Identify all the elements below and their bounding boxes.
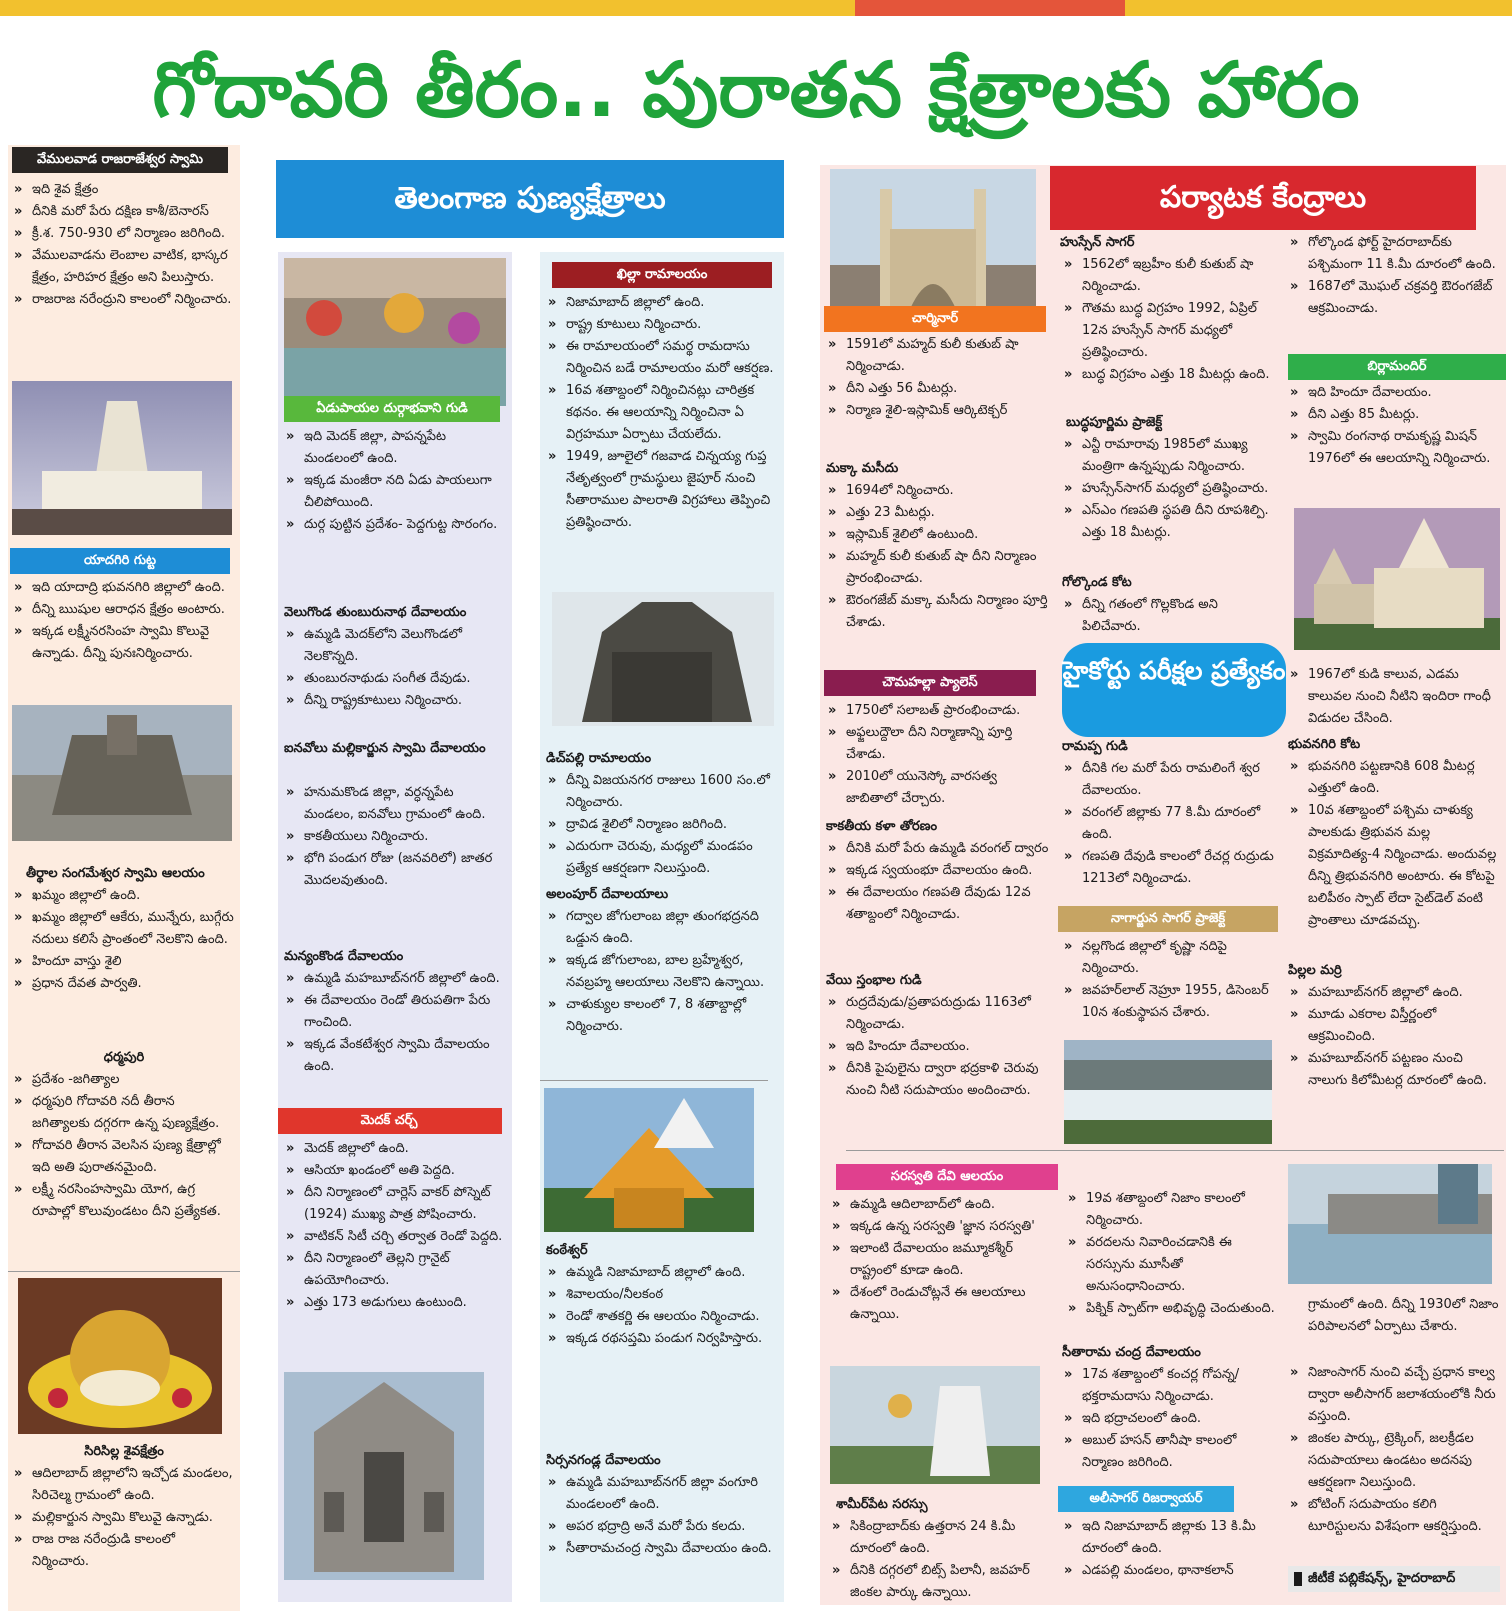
edupayala-crowd-image bbox=[284, 258, 506, 406]
column-vemulawada-list bbox=[8, 145, 240, 1611]
list-item: » గోదావరి తీరాన వెలసిన పుణ్య క్షేత్రాల్లో ఇది అతి పురాతనమైంది. bbox=[12, 1135, 234, 1179]
section-title-veyi-sthambala: వేయి స్తంభాల గుడి bbox=[826, 973, 922, 988]
list-item: » సీతారామచంద్ర స్వామి దేవాలయం ఉంది. bbox=[546, 1538, 778, 1560]
list-item: » రాష్ట్ర కూటులు నిర్మించారు. bbox=[546, 314, 778, 336]
list-item: » క్రీ.శ. 750-930 లో నిర్మాణం జరిగింది. bbox=[12, 223, 234, 245]
sirsanagandla-list bbox=[546, 1472, 778, 1560]
section-title-sirisilla: సిరిసిల్ల శైవక్షేత్రం bbox=[84, 1444, 164, 1459]
list-item: » దీన్ని ఋషుల ఆరాధన క్షేత్రం అంటారు. bbox=[12, 599, 234, 621]
manyamkonda-list bbox=[284, 968, 506, 1078]
section-title-chowmahalla: చౌమహల్లా ప్యాలెస్ bbox=[824, 670, 1036, 696]
list-item: » ఉమ్మడి మెదక్‌లోని వెలుగొండలో నెలకొన్నది. bbox=[284, 624, 506, 668]
list-item: » మూడు ఎకరాల విస్తీర్ణంలో ఆక్రమించింది. bbox=[1288, 1004, 1502, 1048]
banner-high-court-special: హైకోర్టు పరీక్షల ప్రత్యేకం bbox=[1062, 643, 1286, 737]
yadagiri-temple-image bbox=[12, 705, 232, 841]
alisagar-list bbox=[1062, 1516, 1276, 1582]
column-telangana-right bbox=[540, 252, 784, 1602]
section-title-velugonda: వెలుగొండ తుంబురునాథ దేవాలయం bbox=[284, 605, 467, 620]
list-item: » ఇక్కడ లక్ష్మీనరసింహ స్వామి కొలువై ఉన్నాడు. దీన్ని పునఃనిర్మించారు. bbox=[12, 621, 234, 665]
list-item: » నిజాంసాగర్ నుంచి వచ్చే ప్రధాన కాల్వ ద్వారా అలీసాగర్ జలాశయంలోకి నీరు వస్తుంది. bbox=[1288, 1362, 1502, 1428]
list-item: » ఇక్కడ మంజీరా నది ఏడు పాయలుగా చీలిపోయింది. bbox=[284, 470, 506, 514]
credit-marker-icon bbox=[1294, 1572, 1302, 1586]
section-title-charminar: చార్మినార్ bbox=[824, 306, 1046, 332]
list-item: » జవహర్‌లాల్ నెహ్రూ 1955, డిసెంబర్ 10న శంకుస్థాపన చేశారు. bbox=[1062, 980, 1276, 1024]
vemulawada-list bbox=[12, 179, 234, 311]
list-item: » ఇక్కడ వేంకటేశ్వర స్వామి దేవాలయం ఉంది. bbox=[284, 1034, 506, 1078]
list-item: » భోగి పండుగ రోజు (జనవరిలో) జాతర మొదలవుతుంది. bbox=[284, 848, 506, 892]
yadagiri-list bbox=[12, 577, 234, 665]
section-title-dharmapuri: ధర్మపురి bbox=[103, 1050, 145, 1065]
list-item: » జింకల పార్కు, ట్రెక్కింగ్, జలక్రీడల సదుపాయాలు ఉండటం అదనపు ఆకర్షణగా నిలుస్తుంది. bbox=[1288, 1428, 1502, 1494]
section-title-saraswati: సరస్వతి దేవి ఆలయం bbox=[836, 1164, 1058, 1190]
list-item: » మెదక్ జిల్లాలో ఉంది. bbox=[284, 1138, 506, 1160]
list-item: » హుస్సేన్‌సాగర్ మధ్యలో ప్రతిష్ఠించారు. bbox=[1062, 478, 1276, 500]
list-item: » గద్వాల జోగులాంబ జిల్లా తుంగభద్రనది ఒడ్డున ఉంది. bbox=[546, 906, 778, 950]
list-item: » అబుల్ హసన్ తానీషా కాలంలో నిర్మాణం జరిగింది. bbox=[1062, 1430, 1276, 1474]
list-item: » ఇది హిందూ దేవాలయం. bbox=[1288, 382, 1502, 404]
hussain-list bbox=[1062, 254, 1276, 386]
list-item: » దేశంలో రెండుచోట్లనే ఈ ఆలయాలు ఉన్నాయి. bbox=[830, 1282, 1052, 1326]
alisagar-list-cont bbox=[1288, 1362, 1502, 1538]
sirisilla-shrine-image bbox=[18, 1278, 222, 1434]
banner-tourist-centres: పర్యాటక కేంద్రాలు bbox=[1050, 166, 1476, 230]
list-item: » ఇక్కడ స్వయంభూ దేవాలయం ఉంది. bbox=[826, 860, 1050, 882]
list-item: » దీన్ని విజయనగర రాజులు 1600 సం.లో నిర్మించారు. bbox=[546, 770, 778, 814]
publisher-name: జీటీకే పబ్లికేషన్స్, హైదరాబాద్ bbox=[1308, 1571, 1456, 1586]
dichpally-temple-image bbox=[552, 592, 774, 726]
list-item: » పిక్నిక్ స్పాట్‌గా అభివృద్ధి చెందుతుంది. bbox=[1066, 1298, 1276, 1320]
page-headline: గోదావరి తీరం.. పురాతన క్షేత్రాలకు హారం bbox=[152, 45, 1360, 134]
list-item: » కాకతీయులు నిర్మించారు. bbox=[284, 826, 506, 848]
list-item: » ఎత్తు 23 మీటర్లు. bbox=[826, 502, 1050, 524]
list-item: » 1750లో సలాబత్ ప్రారంభించాడు. bbox=[826, 700, 1050, 722]
chowmahalla-list bbox=[826, 700, 1050, 810]
list-item: » 10వ శతాబ్దంలో పశ్చిమ చాళుక్య పాలకుడు త్రిభువన మల్ల విక్రమాదిత్య-4 నిర్మించాడు. అందువల్ల దీన్ని త్రిభువనగిరి అంటారు. ఈ కోటపై బలిపీఠం స్పాట్ లేదా సైట్‌డెల్ వంటి ప్రాంతాలు చూడవచ్చు. bbox=[1288, 800, 1502, 932]
section-title-khilla: ఖిల్లా రామాలయం bbox=[552, 262, 772, 288]
list-item: » దీని నిర్మాణంలో తెల్లని గ్రానైట్ ఉపయోగించారు. bbox=[284, 1248, 506, 1292]
list-item: » చాళుక్యుల కాలంలో 7, 8 శతాబ్దాల్లో నిర్మించారు. bbox=[546, 994, 778, 1038]
list-item: » ఈ రామాలయంలో సమర్థ రామదాసు నిర్మించిన బడే రామాలయం మరో ఆకర్షణ. bbox=[546, 336, 778, 380]
vemulawada-temple-image bbox=[12, 381, 232, 535]
list-item: » అపర భద్రాద్రి అనే మరో పేరు కలదు. bbox=[546, 1516, 778, 1538]
section-title-dichpally: డిచ్‌పల్లి రామాలయం bbox=[546, 751, 652, 766]
list-item: » శివాలయం/నీలకంఠ bbox=[546, 1284, 778, 1306]
dharmapuri-list bbox=[12, 1069, 234, 1223]
list-item: » 2010లో యునెస్కో వారసత్వ జాబితాలో చేర్చారు. bbox=[826, 766, 1050, 810]
seetharama-list bbox=[1062, 1364, 1276, 1474]
bhuvanagiri-list bbox=[1288, 756, 1502, 932]
list-item: » దీని ఎత్తు 85 మీటర్లు. bbox=[1288, 404, 1502, 426]
list-item: » 17వ శతాబ్దంలో కంచర్ల గోపన్న/భక్తరామదాసు నిర్మించాడు. bbox=[1062, 1364, 1276, 1408]
list-item: » బోటింగ్ సదుపాయం కలిగి టూరిస్టులను విశేషంగా ఆకర్షిస్తుంది. bbox=[1288, 1494, 1502, 1538]
section-title-manyamkonda: మన్యంకొండ దేవాలయం bbox=[284, 949, 404, 964]
charminar-image bbox=[830, 169, 1036, 309]
list-item: » లక్ష్మీ నరసింహస్వామి యోగ, ఉగ్ర రూపాల్లో కొలువుండటం దీని ప్రత్యేకత. bbox=[12, 1179, 234, 1223]
velugonda-list bbox=[284, 624, 506, 712]
kanteshwar-list bbox=[546, 1262, 778, 1350]
divider bbox=[8, 1271, 240, 1272]
section-title-birla-mandir: బిర్లామందిర్ bbox=[1288, 354, 1506, 380]
mecca-list bbox=[826, 480, 1050, 634]
top-color-bar bbox=[0, 0, 1512, 16]
birla-mandir-image bbox=[1294, 508, 1500, 650]
list-item: » నిజామాబాద్ జిల్లాలో ఉంది. bbox=[546, 292, 778, 314]
list-item: » ఇక్కడ జోగులాంబ, బాల బ్రహ్మేశ్వర, నవబ్రహ్మ ఆలయాలు నెలకొని ఉన్నాయి. bbox=[546, 950, 778, 994]
pillalamarri-list bbox=[1288, 982, 1502, 1092]
list-item: » ఆసియా ఖండంలో అతి పెద్దది. bbox=[284, 1160, 506, 1182]
list-item: » అఫ్జలుద్దౌలా దీని నిర్మాణాన్ని పూర్తి చేశాడు. bbox=[826, 722, 1050, 766]
column-telangana-left bbox=[278, 252, 512, 1602]
list-item: » గణపతి దేవుడి కాలంలో రేచర్ల రుద్రుడు 1213లో నిర్మించాడు. bbox=[1062, 846, 1276, 890]
list-item: » నిర్మాణ శైలి-ఇస్లామిక్ ఆర్కిటెక్చర్ bbox=[826, 400, 1050, 422]
list-item: » 1562లో ఇబ్రహీం కులీ కుతుబ్ షా నిర్మించాడు. bbox=[1062, 254, 1276, 298]
section-title-ramappa: రామప్ప గుడి bbox=[1062, 739, 1128, 754]
golconda-list bbox=[1062, 594, 1276, 638]
list-item: » ఆదిలాబాద్ జిల్లాలోని ఇచ్చోడ మండలం, సిరిచెల్మ గ్రామంలో ఉంది. bbox=[12, 1463, 234, 1507]
list-item: » ఎత్తు 173 అడుగులు ఉంటుంది. bbox=[284, 1292, 506, 1314]
list-item: » వరంగల్ జిల్లాకు 77 కి.మీ దూరంలో ఉంది. bbox=[1062, 802, 1276, 846]
section-title-shamirpet: శామీర్‌పేట సరస్సు bbox=[836, 1497, 928, 1512]
list-item: » ఇస్లామిక్ శైలిలో ఉంటుంది. bbox=[826, 524, 1050, 546]
list-item: » సికింద్రాబాద్‌కు ఉత్తరాన 24 కి.మీ దూరంలో ఉంది. bbox=[830, 1516, 1052, 1560]
theerthala-list bbox=[12, 885, 234, 995]
list-item: » దీనికి మరో పేరు దక్షిణ కాశీ/బెనారస్ bbox=[12, 201, 234, 223]
charminar-list bbox=[826, 334, 1050, 422]
alisagar-lead-text: గ్రామంలో ఉంది. దీన్ని 1930లో నిజాం పరిపాలనలో ఏర్పాటు చేశారు. bbox=[1308, 1297, 1499, 1334]
list-item: » 1967లో కుడి కాలువ, ఎడమ కాలువల నుంచి నీటిని ఇందిరా గాంధీ విడుదల చేసింది. bbox=[1288, 664, 1502, 730]
list-item: » మహబూబ్‌నగర్ పట్టణం నుంచి నాలుగు కిలోమీటర్ల దూరంలో ఉంది. bbox=[1288, 1048, 1502, 1092]
list-item: » వరదలను నివారించడానికి ఈ సరస్సును మూసీతో అనుసంధానించారు. bbox=[1066, 1232, 1276, 1298]
section-title-alampur: అలంపూర్ దేవాలయాలు bbox=[546, 887, 669, 902]
top-bar-accent bbox=[855, 0, 1125, 16]
inavolu-list bbox=[284, 782, 506, 892]
medak-list bbox=[284, 1138, 506, 1314]
section-title-golconda: గోల్కొండ కోట bbox=[1062, 575, 1132, 590]
section-title-mecca: మక్కా మసీదు bbox=[826, 461, 899, 476]
list-item: » దీనికి దగ్గరలో బిట్స్ పిలానీ, జవహర్ జింకల పార్కు ఉన్నాయి. bbox=[830, 1560, 1052, 1604]
list-item: » 1694లో నిర్మించారు. bbox=[826, 480, 1050, 502]
list-item: » వాటికన్ సిటీ చర్చి తర్వాత రెండో పెద్దది. bbox=[284, 1226, 506, 1248]
section-title-kanteshwar: కంఠేశ్వర్ bbox=[546, 1243, 588, 1258]
list-item: » ప్రధాన దేవత పార్వతి. bbox=[12, 973, 234, 995]
banner-telangana-temples: తెలంగాణ పుణ్యక్షేత్రాలు bbox=[276, 160, 784, 238]
dichpally-list bbox=[546, 770, 778, 880]
list-item: » ఎడపల్లి మండలం, థానాకలాన్ bbox=[1062, 1560, 1276, 1582]
list-item: » ఎస్ఎం గణపతి స్థపతి దీని రూపశిల్పి. ఎత్తు 18 మీటర్లు. bbox=[1062, 500, 1276, 544]
section-title-bhuvanagiri: భువనగిరి కోట bbox=[1288, 737, 1361, 752]
kanteshwar-temple-image bbox=[544, 1088, 754, 1232]
section-title-yadagiri: యాదగిరి గుట్ట bbox=[10, 548, 230, 574]
section-title-edupayala: ఏడుపాయల దుర్గాభవాని గుడి bbox=[284, 396, 500, 422]
section-title-nagarjuna-sagar: నాగార్జున సాగర్ ప్రాజెక్ట్ bbox=[1058, 906, 1278, 932]
list-item: » ఖమ్మం జిల్లాలో ఆకేరు, మున్నేరు, బుగ్గేరు నదులు కలిసే ప్రాంతంలో నెలకొని ఉంది. bbox=[12, 907, 234, 951]
list-item: » భువనగిరి పట్టణానికి 608 మీటర్ల ఎత్తులో ఉంది. bbox=[1288, 756, 1502, 800]
list-item: » ఇది నిజామాబాద్ జిల్లాకు 13 కి.మీ దూరంలో ఉంది. bbox=[1062, 1516, 1276, 1560]
edupayala-list bbox=[284, 426, 506, 536]
list-item: » దీన్ని రాష్ట్రకూటులు నిర్మించారు. bbox=[284, 690, 506, 712]
list-item: » ఇక్కడ ఉన్న సరస్వతి 'జ్ఞాన సరస్వతి' bbox=[830, 1216, 1052, 1238]
section-title-alisagar: అలీసాగర్ రిజర్వాయర్ bbox=[1058, 1486, 1234, 1512]
list-item: » హిందూ వాస్తు శైలి bbox=[12, 951, 234, 973]
list-item: » ఉమ్మడి ఆదిలాబాద్‌లో ఉంది. bbox=[830, 1194, 1052, 1216]
saraswati-temple-image bbox=[830, 1366, 1040, 1484]
publisher-credit bbox=[1288, 1566, 1500, 1592]
list-item: » ఈ దేవాలయం గణపతి దేవుడు 12వ శతాబ్దంలో నిర్మించాడు. bbox=[826, 882, 1050, 926]
list-item: » ఇది హిందూ దేవాలయం. bbox=[826, 1036, 1050, 1058]
list-item: » 19వ శతాబ్దంలో నిజాం కాలంలో నిర్మించారు. bbox=[1066, 1188, 1276, 1232]
alampur-list bbox=[546, 906, 778, 1038]
kakatiya-list bbox=[826, 838, 1050, 926]
list-item: » గౌతమ బుద్ధ విగ్రహం 1992, ఏప్రిల్ 12న హుస్సేన్ సాగర్ మధ్యలో ప్రతిష్ఠించారు. bbox=[1062, 298, 1276, 364]
list-item: » దీనికి గల మరో పేరు రామలింగే శ్వర దేవాలయం. bbox=[1062, 758, 1276, 802]
section-title-inavolu: ఐనవోలు మల్లికార్జున స్వామి దేవాలయం bbox=[284, 741, 486, 756]
list-item: » దీని నిర్మాణంలో చార్లెస్ వాకర్ పోస్నెట్ (1924) ముఖ్య పాత్ర పోషించారు. bbox=[284, 1182, 506, 1226]
list-item: » బుద్ధ విగ్రహం ఎత్తు 18 మీటర్లు ఉంది. bbox=[1062, 364, 1276, 386]
section-title-vemulawada: వేములవాడ రాజరాజేశ్వర స్వామి bbox=[12, 147, 228, 173]
list-item: » హనుమకొండ జిల్లా, వర్ధన్నపేట మండలం, ఐనవోలు గ్రామంలో ఉంది. bbox=[284, 782, 506, 826]
list-item: » ద్రావిడ శైలిలో నిర్మాణం జరిగింది. bbox=[546, 814, 778, 836]
list-item: » ఇది భద్రాచలంలో ఉంది. bbox=[1062, 1408, 1276, 1430]
list-item: » ఉమ్మడి నిజామాబాద్ జిల్లాలో ఉంది. bbox=[546, 1262, 778, 1284]
section-title-medak-church: మెదక్ చర్చ్ bbox=[278, 1108, 502, 1134]
section-title-kakatiya: కాకతీయ కళా తోరణం bbox=[826, 819, 938, 834]
list-item: » మహబూబ్‌నగర్ జిల్లాలో ఉంది. bbox=[1288, 982, 1502, 1004]
section-title-sirsanagandla: సిర్సనగండ్ల దేవాలయం bbox=[546, 1453, 661, 1468]
divider bbox=[846, 1150, 1504, 1151]
divider bbox=[540, 1080, 768, 1081]
list-item: » తుంబురనాథుడు సంగీత దేవుడు. bbox=[284, 668, 506, 690]
nagarjuna-dam-image bbox=[1064, 1040, 1272, 1144]
nagarjuna-list bbox=[1062, 936, 1276, 1024]
section-title-theerthala: తీర్థాల సంగమేశ్వర స్వామి ఆలయం bbox=[26, 866, 205, 881]
golconda-list-cont bbox=[1288, 232, 1502, 320]
list-item: » 1591లో మహ్మద్ కులీ కుతుబ్ షా నిర్మించాడు. bbox=[826, 334, 1050, 378]
list-item: » మల్లికార్జున స్వామి కొలువై ఉన్నాడు. bbox=[12, 1507, 234, 1529]
saraswati-list bbox=[830, 1194, 1052, 1326]
list-item: » ఔరంగజేబ్ మక్కా మసీదు నిర్మాణం పూర్తి చేశాడు. bbox=[826, 590, 1050, 634]
shamirpet-list-cont bbox=[1066, 1188, 1276, 1320]
list-item: » ఇక్కడ రథసప్తమి పండుగ నిర్వహిస్తారు. bbox=[546, 1328, 778, 1350]
list-item: » స్వామి రంగనాథ రామకృష్ణ మిషన్ 1976లో ఈ ఆలయాన్ని నిర్మించారు. bbox=[1288, 426, 1502, 470]
shamirpet-list bbox=[830, 1516, 1052, 1604]
list-item: » నల్లగొండ జిల్లాలో కృష్ణా నదిపై నిర్మించారు. bbox=[1062, 936, 1276, 980]
buddha-list bbox=[1062, 434, 1276, 544]
section-title-seetharama: సీతారామ చంద్ర దేవాలయం bbox=[1062, 1345, 1201, 1360]
list-item: » ఎదురుగా చెరువు, మధ్యలో మండపం ప్రత్యేక ఆకర్షణగా నిలుస్తుంది. bbox=[546, 836, 778, 880]
list-item: » ఇది యాదాద్రి భువనగిరి జిల్లాలో ఉంది. bbox=[12, 577, 234, 599]
list-item: » 1949, జూలైలో గజవాడ చిన్నయ్య గుప్త నేతృత్వంలో గ్రామస్థులు జైపూర్ నుంచి సీతారాముల పాలరాతి విగ్రహాలు తెప్పించి ప్రతిష్ఠించారు. bbox=[546, 446, 778, 534]
list-item: » ఉమ్మడి మహబూబ్‌నగర్ జిల్లాలో ఉంది. bbox=[284, 968, 506, 990]
list-item: » రాజ రాజ నరేంద్రుడి కాలంలో నిర్మించారు. bbox=[12, 1529, 234, 1573]
list-item: » రెండో శాతకర్ణి ఈ ఆలయం నిర్మించాడు. bbox=[546, 1306, 778, 1328]
list-item: » ఇది మెదక్ జిల్లా, పాపన్నపేట మండలంలో ఉంది. bbox=[284, 426, 506, 470]
list-item: » ఎన్టీ రామారావు 1985లో ముఖ్య మంత్రిగా ఉన్నప్పుడు నిర్మించారు. bbox=[1062, 434, 1276, 478]
list-item: » దీన్ని గతంలో గొల్లకొండ అని పిలిచేవారు. bbox=[1062, 594, 1276, 638]
list-item: » రాజరాజ నరేంద్రుని కాలంలో నిర్మించారు. bbox=[12, 289, 234, 311]
alisagar-reservoir-image bbox=[1288, 1164, 1492, 1284]
list-item: » రుద్రదేవుడు/ప్రతాపరుద్రుడు 1163లో నిర్మించాడు. bbox=[826, 992, 1050, 1036]
list-item: » ఇలాంటి దేవాలయం జమ్మూకశ్మీర్ రాష్ట్రంలో కూడా ఉంది. bbox=[830, 1238, 1052, 1282]
list-item: » దీనికి పైపులైను ద్వారా భద్రకాళి చెరువు నుంచి నీటి సదుపాయం అందించారు. bbox=[826, 1058, 1050, 1102]
list-item: » 16వ శతాబ్దంలో నిర్మించినట్లు చారిత్రక కథనం. ఈ ఆలయాన్ని నిర్మించినా ఏ విగ్రహమూ ఏర్పాటు చేయలేదు. bbox=[546, 380, 778, 446]
section-title-pillalamarri: పిల్లల మర్రి bbox=[1288, 963, 1342, 978]
list-item: » ఉమ్మడి మహబూబ్‌నగర్ జిల్లా వంగూరి మండలంలో ఉంది. bbox=[546, 1472, 778, 1516]
section-title-buddha-purnima: బుద్ధపూర్ణిమ ప్రాజెక్ట్ bbox=[1066, 415, 1163, 430]
birla-list bbox=[1288, 382, 1502, 470]
list-item: » దీనికి మరో పేరు ఉమ్మడి వరంగల్ ద్వారం bbox=[826, 838, 1050, 860]
list-item: » దుర్గ పుట్టిన ప్రదేశం- పెద్దగుట్ట సొరంగం. bbox=[284, 514, 506, 536]
list-item: » 1687లో మొఘల్ చక్రవర్తి ఔరంగజేబ్ ఆక్రమించాడు. bbox=[1288, 276, 1502, 320]
list-item: » ఖమ్మం జిల్లాలో ఉంది. bbox=[12, 885, 234, 907]
veyi-list bbox=[826, 992, 1050, 1102]
medak-church-image bbox=[284, 1372, 484, 1580]
list-item: » ఇది శైవ క్షేత్రం bbox=[12, 179, 234, 201]
list-item: » ధర్మపురి గోదావరి నదీ తీరాన జగిత్యాలకు దగ్గరగా ఉన్న పుణ్యక్షేత్రం. bbox=[12, 1091, 234, 1135]
list-item: » ఈ దేవాలయం రెండో తిరుపతిగా పేరు గాంచింది. bbox=[284, 990, 506, 1034]
list-item: » దీని ఎత్తు 56 మీటర్లు. bbox=[826, 378, 1050, 400]
khilla-list bbox=[546, 292, 778, 534]
sirisilla-list bbox=[12, 1463, 234, 1573]
list-item: » గోల్కొండ ఫోర్ట్ హైదరాబాద్‌కు పశ్చిమంగా 11 కి.మీ దూరంలో ఉంది. bbox=[1288, 232, 1502, 276]
ramappa-list bbox=[1062, 758, 1276, 890]
list-item: » వేములవాడను లెంబాల వాటిక, భాస్కర క్షేత్రం, హరిహర క్షేత్రం అని పిలుస్తారు. bbox=[12, 245, 234, 289]
list-item: » ప్రదేశం -జగిత్యాల bbox=[12, 1069, 234, 1091]
nagarjuna-list-cont bbox=[1288, 664, 1502, 730]
list-item: » మహ్మద్ కులీ కుతుబ్ షా దీని నిర్మాణం ప్రారంభించాడు. bbox=[826, 546, 1050, 590]
section-title-hussain-sagar: హుస్సేన్ సాగర్ bbox=[1060, 235, 1135, 250]
